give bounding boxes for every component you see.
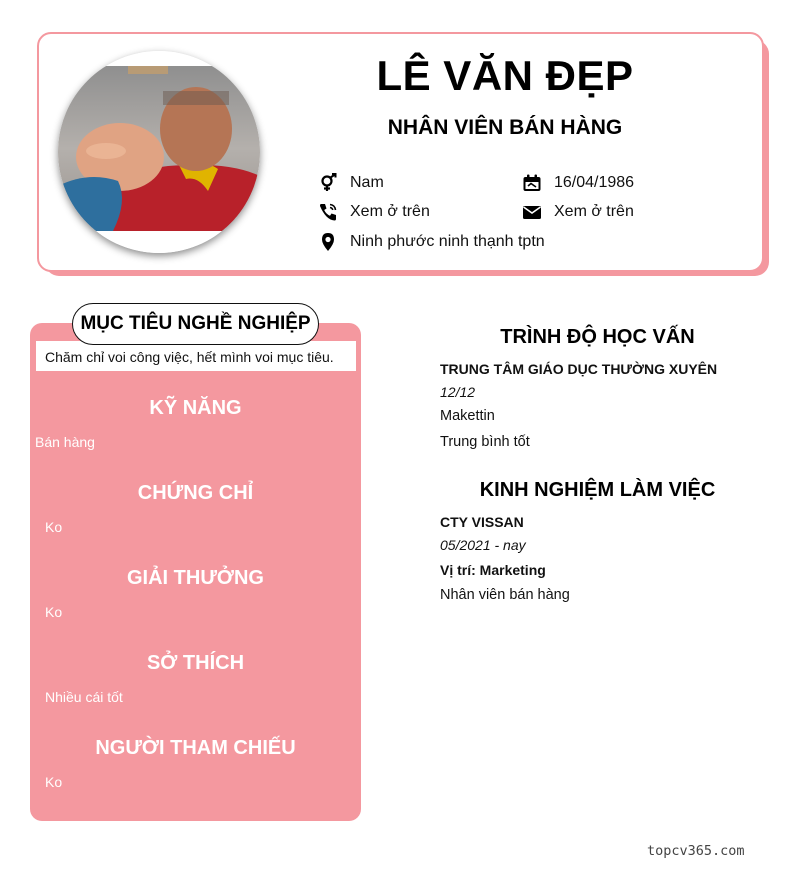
gender-text: Nam	[350, 174, 384, 191]
experience-heading: KINH NGHIỆM LÀM VIỆC	[479, 479, 716, 501]
references-heading: NGƯỜI THAM CHIẾU	[95, 737, 296, 759]
gender-icon	[318, 173, 338, 193]
awards-text: Ko	[45, 604, 63, 620]
hobbies-heading: SỞ THÍCH	[146, 652, 245, 674]
phone-text: Xem ở trên	[350, 203, 430, 220]
address-text: Ninh phước ninh thạnh tptn	[350, 233, 545, 250]
awards-heading: GIẢI THƯỞNG	[127, 567, 264, 589]
gender-info	[318, 171, 384, 195]
phone-icon	[318, 202, 338, 222]
email-info	[522, 200, 634, 224]
objective-heading: MỤC TIÊU NGHỀ NGHIỆP	[72, 303, 319, 345]
experience-description: Nhân viên bán hàng	[440, 587, 570, 603]
address-info	[318, 230, 545, 254]
avatar	[58, 51, 260, 253]
certificates-heading: CHỨNG CHỈ	[137, 482, 254, 504]
experience-company: CTY VISSAN	[440, 514, 524, 530]
references-text: Ko	[45, 774, 63, 790]
envelope-icon	[522, 202, 542, 222]
skills-heading: KỸ NĂNG	[149, 397, 242, 419]
objective-text: Chăm chỉ voi công việc, hết mình voi mục tiêu.	[45, 349, 334, 365]
education-grade: Trung bình tốt	[440, 434, 530, 450]
birthdate-info	[522, 171, 634, 195]
calendar-icon	[522, 173, 542, 193]
experience-position: Vị trí: Marketing	[440, 562, 546, 578]
education-school: TRUNG TÂM GIÁO DỤC THƯỜNG XUYÊN	[440, 361, 718, 377]
job-title: NHÂN VIÊN BÁN HÀNG	[387, 116, 623, 139]
watermark: topcv365.com	[647, 843, 745, 859]
education-major: Makettin	[440, 408, 495, 424]
certificates-text: Ko	[45, 519, 63, 535]
phone-info	[318, 200, 430, 224]
hobbies-text: Nhiều cái tốt	[45, 689, 123, 705]
skills-text: Bán hàng	[35, 434, 95, 450]
education-heading: TRÌNH ĐỘ HỌC VẤN	[500, 326, 695, 348]
candidate-name: LÊ VĂN ĐẸP	[376, 52, 634, 99]
education-period: 12/12	[440, 384, 476, 400]
email-text: Xem ở trên	[554, 203, 634, 220]
birthdate-text: 16/04/1986	[554, 174, 635, 191]
experience-period: 05/2021 - nay	[440, 537, 526, 553]
map-pin-icon	[318, 232, 338, 252]
